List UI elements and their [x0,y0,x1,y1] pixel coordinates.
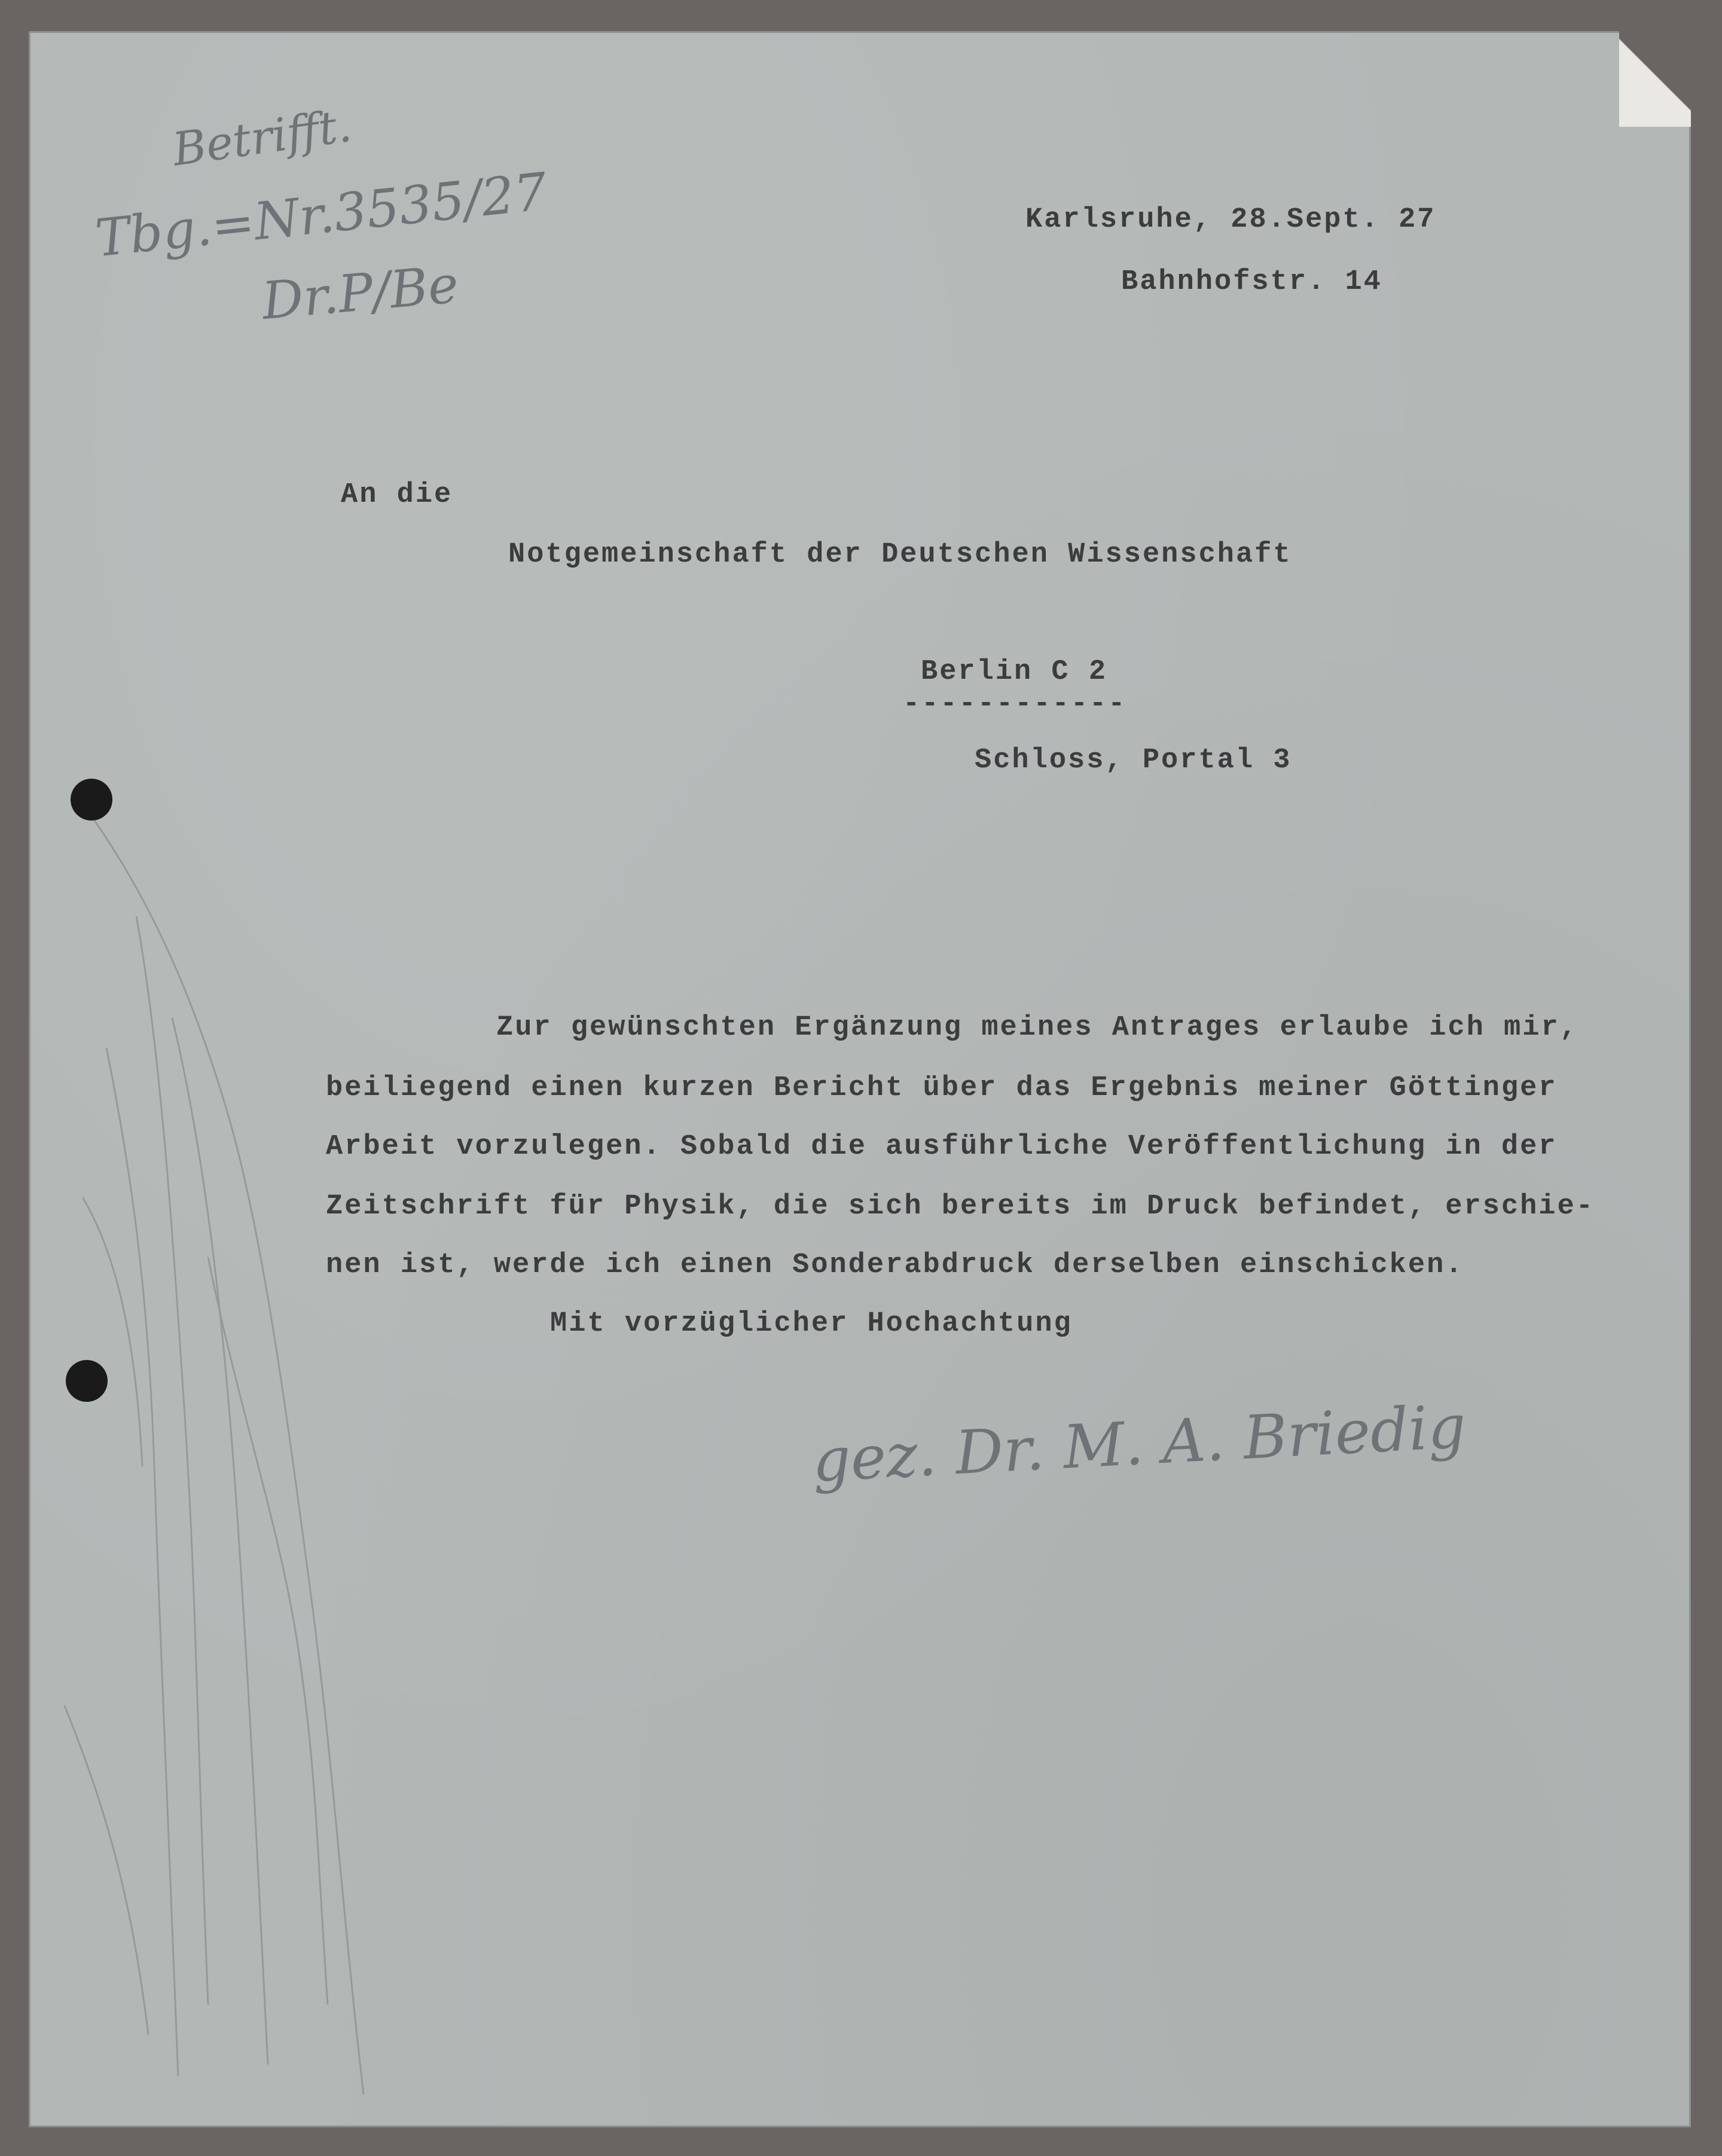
annotation-initials: Dr.P/Be [259,254,461,332]
signature: gez. Dr. M. A. Briedig [810,1391,1468,1496]
body-line: nen ist, werde ich einen Sonderabdruck derselben einschicken. [326,1249,1464,1281]
recipient-organization: Notgemeinschaft der Deutschen Wissenschaft [508,539,1292,571]
body-line: beiliegend einen kurzen Bericht über das Ergebnis meiner Göttinger [326,1072,1558,1104]
annotation-reference-number: Tbg.=Nr.3535/27 [92,161,550,269]
recipient-city: Berlin C 2 [921,656,1108,688]
folded-corner [1619,31,1691,127]
place-date: Karlsruhe, 28.Sept. 27 [1025,204,1436,236]
body-line: Zur gewünschten Ergänzung meines Antrages erlaube ich mir, [496,1012,1578,1044]
recipient-address: Schloss, Portal 3 [975,745,1292,776]
street-address: Bahnhofstr. 14 [1121,266,1382,298]
salutation: An die [341,479,453,511]
body-line: Zeitschrift für Physik, die sich bereits im Druck befindet, erschie- [326,1191,1595,1222]
closing: Mit vorzüglicher Hochachtung [550,1308,1073,1340]
city-underline: ------------ [903,688,1127,720]
body-line: Arbeit vorzulegen. Sobald die ausführliche Veröffentlichung in der [326,1131,1558,1163]
annotation-betrifft: Betrifft. [169,98,355,176]
letter-sheet [29,31,1691,2127]
